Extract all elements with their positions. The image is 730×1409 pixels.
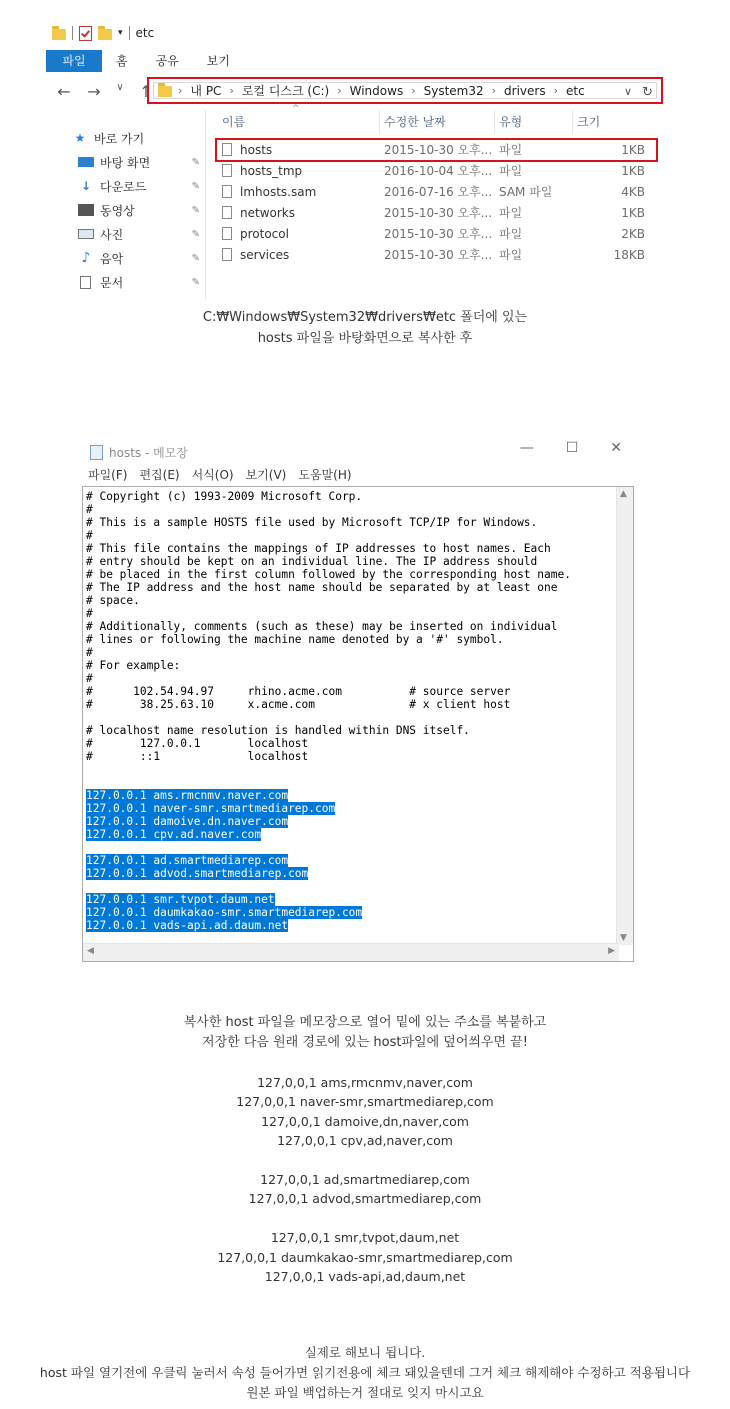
customize-dropdown-icon[interactable]: ▾ [118,28,123,38]
file-row[interactable] [218,160,658,181]
editor-line [86,906,571,919]
footer-line: 실제로 해보니 됩니다. [304,1345,426,1360]
sort-ascending-icon: ^ [292,104,300,114]
scroll-right-icon[interactable]: ▶ [608,946,615,956]
host-entry: 127,0,0,1 daumkakao-smr,smartmediarep,com [217,1249,513,1265]
editor-line [86,594,571,607]
selected-text: 127.0.0.1 daumkakao-smr.smartmediarep.com [86,906,363,919]
video-icon [78,204,94,216]
host-entry: 127,0,0,1 damoive,dn,naver,com [261,1113,469,1129]
file-name: protocol [240,226,289,241]
editor-line [86,633,571,646]
host-entry: 127,0,0,1 ams,rmcnmv,naver,com [257,1075,473,1090]
column-headers [218,104,658,134]
column-header-date[interactable]: 수정한 날짜 [380,110,495,134]
close-icon[interactable]: ✕ [610,440,622,456]
caption-line: C:₩Windows₩System32₩drivers₩etc 폴더에 있는 [202,310,528,325]
line-text: # entry should be kept on an individual line. The IP address should [86,555,538,568]
scroll-left-icon[interactable]: ◀ [87,946,94,956]
chevron-right-icon: › [411,84,416,97]
line-text: # 38.25.63.10 x.acme.com # x client host [86,698,511,711]
line-text: # be placed in the first column followed by the corresponding host name. [86,568,571,581]
line-text: # ::1 localhost [86,750,309,763]
download-icon: ↓ [80,179,92,193]
back-arrow-icon[interactable]: ← [57,82,71,101]
editor-line [86,724,571,737]
breadcrumb-this-pc[interactable]: 내 PC [190,84,222,98]
file-date: 2016-07-16 오후... [384,185,493,199]
pane-divider [205,110,206,300]
chevron-right-icon: › [229,84,234,97]
footer-line: 원본 파일 백업하는거 절대로 잊지 마시고요 [246,1385,484,1400]
document-icon [80,276,91,289]
picture-icon [78,229,94,239]
breadcrumb-local-disk[interactable]: 로컬 디스크 (C:) [241,84,330,98]
notepad-window [80,436,636,964]
file-name: hosts_tmp [240,163,303,178]
address-bar[interactable] [147,77,663,104]
pin-icon[interactable]: ✎ [191,156,200,168]
sidebar-item-videos[interactable] [72,198,200,222]
separator [72,26,73,40]
scroll-up-icon[interactable]: ▲ [620,489,627,499]
recent-locations-icon[interactable]: ∨ [116,82,124,93]
selected-text: 127.0.0.1 naver-smr.smartmediarep.com [86,802,336,815]
selected-text: 127.0.0.1 cpv.ad.naver.com [86,828,262,841]
pin-icon[interactable]: ✎ [191,228,200,240]
file-type: 파일 [499,248,523,262]
file-icon [222,227,232,240]
navigation-buttons [56,82,154,101]
file-icon [222,185,232,198]
vertical-scrollbar[interactable] [616,487,633,945]
caption-line: 저장한 다음 원래 경로에 있는 host파일에 덮어씌우면 끝! [202,1035,528,1050]
caption-line: 복사한 host 파일을 메모장으로 열어 밑에 있는 주소를 복붙하고 [183,1015,547,1030]
line-text: # For example: [86,659,181,672]
line-text: # space. [86,594,140,607]
new-folder-icon[interactable] [98,29,112,40]
navigation-pane [72,126,200,294]
selected-text: 127.0.0.1 damoive.dn.naver.com [86,815,289,828]
sidebar-item-label: 동영상 [100,203,135,218]
host-entry: 127,0,0,1 cpv,ad,naver,com [277,1133,453,1149]
editor-line [86,815,571,828]
file-icon [222,248,232,261]
sidebar-item-downloads[interactable] [72,174,200,198]
separator [129,26,130,40]
editor-line [86,568,571,581]
ribbon-tabs [46,50,244,72]
horizontal-scrollbar[interactable] [83,943,619,961]
tab-file[interactable]: 파일 [46,50,102,72]
line-text: # [86,646,93,659]
menu-format[interactable]: 서식(O) [191,468,234,482]
pin-icon[interactable]: ✎ [191,180,200,192]
chevron-right-icon: › [491,84,497,97]
editor-line [86,919,571,932]
editor-line [86,685,571,698]
editor-line [86,542,571,555]
editor-line [86,867,571,880]
tab-view[interactable]: 보기 [206,54,230,68]
line-text: # Additionally, comments (such as these) may be inserted on individual [86,620,558,633]
file-size: 18KB [613,247,645,262]
line-text: # This file contains the mappings of IP addresses to host names. Each [86,542,551,555]
forward-arrow-icon[interactable]: → [87,82,101,101]
menu-edit[interactable]: 편집(E) [139,468,180,482]
line-text: # Copyright (c) 1993-2009 Microsoft Corp. [86,490,363,503]
file-size: 4KB [621,184,645,199]
minimize-icon[interactable]: — [519,440,534,456]
file-size: 1KB [621,205,645,220]
chevron-right-icon: › [553,84,559,97]
sidebar-item-music[interactable] [72,246,200,270]
caption-instructions [0,1013,730,1053]
breadcrumb-drivers[interactable]: drivers [504,83,546,98]
breadcrumb-etc[interactable]: etc [566,83,585,98]
editor-line [86,555,571,568]
line-text: # This is a sample HOSTS file used by Microsoft TCP/IP for Windows. [86,516,538,529]
host-entry: 127,0,0,1 vads-api,ad,daum,net [264,1268,466,1284]
chevron-down-icon[interactable]: ∨ [623,85,632,98]
file-name: services [240,247,290,262]
hosts-highlight-box [215,138,658,162]
desktop-icon [78,157,94,167]
sidebar-item-pictures[interactable] [72,222,200,246]
sidebar-item-label: 다운로드 [100,179,147,194]
editor-line [86,607,571,620]
menu-file[interactable]: 파일(F) [88,468,128,482]
footer-line: host 파일 열기전에 우클릭 눌러서 속성 들어가면 읽기전용에 체크 돼있을텐데 그거 체크 해제해야 수정하고 적용됩니다 [39,1365,691,1380]
file-date: 2015-10-30 오후... [384,227,493,241]
music-icon: ♪ [81,250,91,266]
editor-content[interactable] [86,490,571,932]
selected-text: 127.0.0.1 smr.tvpot.daum.net [86,893,275,906]
title-bar [90,442,188,462]
editor-line [86,620,571,633]
scroll-down-icon[interactable]: ▼ [620,933,627,943]
line-text: # 127.0.0.1 localhost [86,737,309,750]
line-text: # The IP address and the host name should be separated by at least one [86,581,558,594]
selected-text: 127.0.0.1 vads-api.ad.daum.net [86,919,289,932]
folder-icon[interactable] [52,29,66,40]
editor-line [86,841,571,854]
footer-notes [0,1343,730,1403]
sidebar-item-desktop[interactable] [72,150,200,174]
file-type: 파일 [499,143,523,157]
pin-icon[interactable]: ✎ [191,252,200,264]
file-date: 2015-10-30 오후... [384,206,493,220]
file-name: networks [240,205,295,220]
breadcrumb-windows[interactable]: Windows [349,83,404,98]
selected-text: 127.0.0.1 ad.smartmediarep.com [86,854,289,867]
editor-line [86,763,571,776]
line-text: # [86,529,93,542]
line-text: # [86,503,93,516]
line-text: # [86,672,93,685]
window-title: etc [135,26,155,40]
file-explorer-window [0,0,730,300]
line-text: # [86,607,93,620]
selected-text: 127.0.0.1 advod.smartmediarep.com [86,867,309,880]
editor-line [86,672,571,685]
file-date: 2015-10-30 오후... [384,248,493,262]
editor-line [86,503,571,516]
file-list [218,104,658,265]
editor-line [86,490,571,503]
file-row[interactable] [218,181,658,202]
caption-explorer [0,307,730,349]
file-size: 1KB [621,163,645,178]
window-controls [520,440,622,456]
caption-line: hosts 파일을 바탕화면으로 복사한 후 [257,331,473,346]
file-type: SAM 파일 [499,185,553,199]
file-size: 1KB [621,142,645,157]
editor-line [86,711,571,724]
menu-help[interactable]: 도움말(H) [298,468,352,482]
editor-line [86,776,571,789]
tab-home[interactable]: 홈 [116,54,128,68]
quick-access-toolbar [52,22,154,44]
line-text: # 102.54.94.97 rhino.acme.com # source server [86,685,511,698]
sidebar-item-label: 바로 가기 [94,131,145,146]
text-editor[interactable] [82,486,634,962]
window-title: hosts - 메모장 [109,445,188,460]
file-date: 2016-10-04 오후... [384,164,493,178]
selected-text: 127.0.0.1 ams.rmcnmv.naver.com [86,789,289,802]
sidebar-item-quick-access[interactable] [72,126,200,150]
editor-line [86,659,571,672]
editor-line [86,854,571,867]
editor-line [86,737,571,750]
properties-icon[interactable] [79,26,92,41]
sidebar-item-label: 음악 [100,251,124,266]
host-address-list [0,1073,730,1286]
file-type: 파일 [499,227,523,241]
notepad-icon [90,445,103,460]
sidebar-item-documents[interactable] [72,270,200,294]
sidebar-item-label: 바탕 화면 [100,155,151,170]
file-type: 파일 [499,164,523,178]
host-entry: 127,0,0,1 smr,tvpot,daum,net [270,1230,460,1246]
menu-view[interactable]: 보기(V) [245,468,287,482]
file-type: 파일 [499,206,523,220]
host-entry: 127,0,0,1 advod,smartmediarep,com [248,1191,482,1207]
host-entry: 127,0,0,1 ad,smartmediarep,com [260,1171,470,1187]
maximize-icon[interactable]: ☐ [565,440,579,456]
spacer [0,1209,730,1228]
file-icon [222,164,232,177]
tab-share[interactable]: 공유 [155,54,179,68]
editor-line [86,828,571,841]
file-row[interactable] [218,223,658,244]
file-row[interactable] [218,244,658,265]
sidebar-item-label: 문서 [100,275,124,290]
refresh-icon[interactable]: ↻ [642,85,653,100]
line-text: # lines or following the machine name denoted by a '#' symbol. [86,633,504,646]
file-name: hosts [240,142,273,157]
pin-icon[interactable]: ✎ [191,204,200,216]
spacer [0,1151,730,1170]
line-text: # localhost name resolution is handled within DNS itself. [86,724,470,737]
editor-line [86,789,571,802]
column-header-name[interactable]: 이름 [218,110,380,134]
file-size: 2KB [621,226,645,241]
folder-icon [158,86,172,97]
chevron-right-icon: › [178,84,183,97]
editor-line [86,750,571,763]
chevron-right-icon: › [337,84,342,97]
sidebar-item-label: 사진 [100,227,124,242]
file-row[interactable] [218,202,658,223]
editor-line [86,581,571,594]
editor-line [86,529,571,542]
file-name: lmhosts.sam [240,184,317,199]
editor-line [86,880,571,893]
editor-line [86,646,571,659]
host-entry: 127,0,0,1 naver-smr,smartmediarep,com [236,1094,494,1110]
column-header-type[interactable]: 유형 [495,110,573,134]
menu-bar [88,466,352,483]
breadcrumb-system32[interactable]: System32 [423,83,484,98]
star-icon: ★ [74,131,86,145]
file-icon [222,206,232,219]
pin-icon[interactable]: ✎ [191,276,200,288]
up-arrow-icon[interactable]: ↑ [139,82,153,101]
column-header-size[interactable]: 크기 [577,115,601,129]
editor-line [86,698,571,711]
editor-line [86,893,571,906]
editor-line [86,802,571,815]
editor-line [86,516,571,529]
file-date: 2015-10-30 오후... [384,143,493,157]
